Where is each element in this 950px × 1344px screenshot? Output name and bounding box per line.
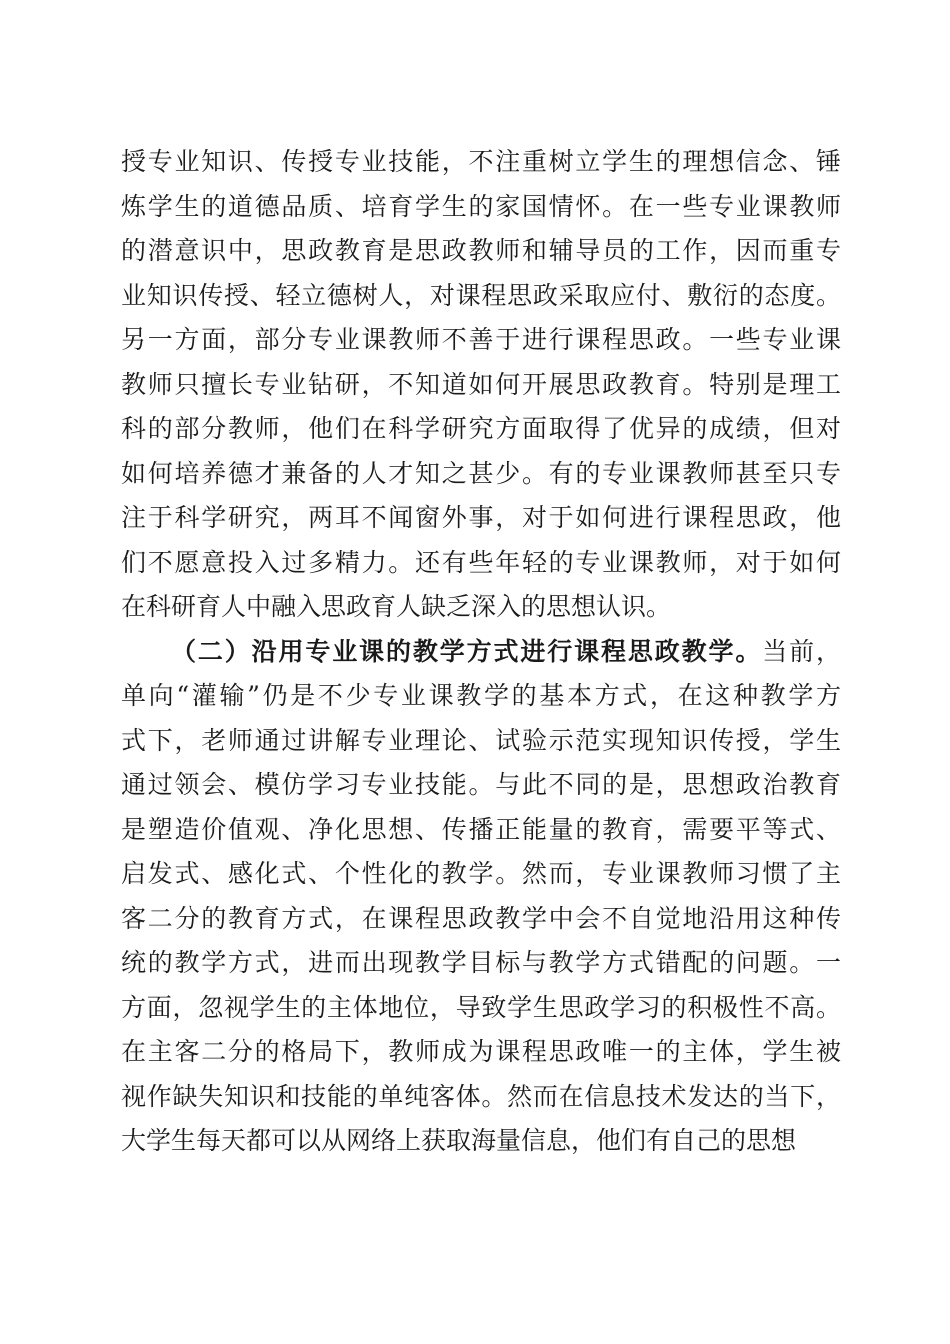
text-line: 式下，老师通过讲解专业理论、试验示范实现知识传授，学生 — [121, 725, 841, 755]
body-text — [121, 140, 841, 1164]
text-line: 的潜意识中，思政教育是思政教师和辅导员的工作，因而重专 — [121, 236, 841, 265]
text-line: 另一方面，部分专业课教师不善于进行课程思政。一些专业课 — [121, 325, 841, 354]
section-heading-line — [121, 630, 841, 675]
text-line: 客二分的教育方式，在课程思政教学中会不自觉地沿用这种传 — [121, 903, 841, 933]
text-line: 大学生每天都可以从网络上获取海量信息，他们有自己的思想 — [121, 1126, 797, 1155]
text-line: 统的教学方式，进而出现教学目标与教学方式错配的问题。一 — [121, 948, 841, 977]
text-line: 在主客二分的格局下，教师成为课程思政唯一的主体，学生被 — [121, 1037, 841, 1066]
paragraph-2 — [121, 630, 841, 1164]
text-line: 通过领会、模仿学习专业技能。与此不同的是，思想政治教育 — [121, 770, 841, 799]
text-line: 单向“灌输”仍是不少专业课教学的基本方式，在这种教学方 — [121, 681, 841, 710]
section-heading: （二）沿用专业课的教学方式进行课程思政教学。 — [171, 636, 763, 666]
text-line: 科的部分教师，他们在科学研究方面取得了优异的成绩，但对 — [121, 414, 841, 443]
paragraph-1 — [121, 140, 841, 630]
text-line: 业知识传授、轻立德树人，对课程思政采取应付、敷衍的态度。 — [121, 280, 841, 310]
text-line: 如何培养德才兼备的人才知之甚少。有的专业课教师甚至只专 — [121, 458, 841, 488]
text-line: 炼学生的道德品质、培育学生的家国情怀。在一些专业课教师 — [121, 191, 841, 221]
text-line: 教师只擅长专业钻研，不知道如何开展思政教育。特别是理工 — [121, 369, 841, 399]
text-line: 方面，忽视学生的主体地位，导致学生思政学习的积极性不高。 — [121, 992, 841, 1022]
text-line: 注于科学研究，两耳不闻窗外事，对于如何进行课程思政，他 — [121, 503, 841, 532]
text-line: 们不愿意投入过多精力。还有些年轻的专业课教师，对于如何 — [121, 547, 841, 577]
text-line: 授专业知识、传授专业技能，不注重树立学生的理想信念、锤 — [121, 147, 841, 176]
text-line: 在科研育人中融入思政育人缺乏深入的思想认识。 — [121, 592, 672, 621]
text-line: 启发式、感化式、个性化的教学。然而，专业课教师习惯了主 — [121, 859, 841, 888]
text-line: 视作缺失知识和技能的单纯客体。然而在信息技术发达的当下， — [121, 1081, 841, 1111]
text-line: 是塑造价值观、净化思想、传播正能量的教育，需要平等式、 — [121, 814, 841, 844]
heading-tail: 当前， — [762, 636, 841, 666]
